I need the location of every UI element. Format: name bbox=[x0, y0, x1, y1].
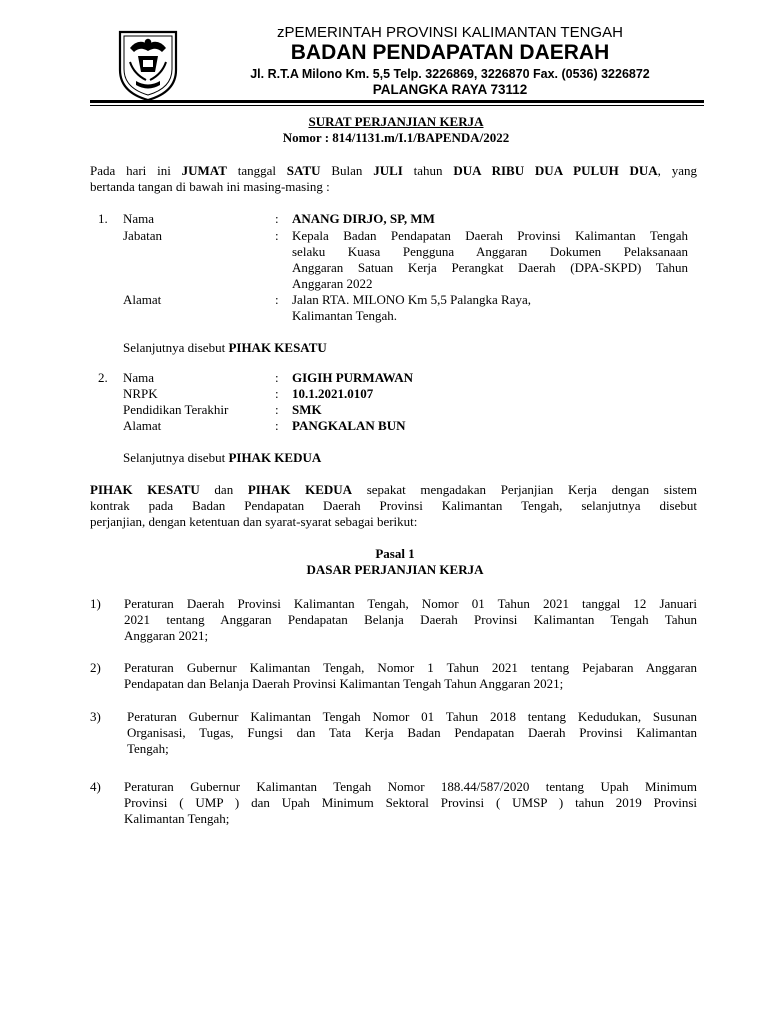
party2-name-label: Nama bbox=[123, 370, 155, 385]
list-item-line: Kalimantan Tengah; bbox=[124, 811, 230, 826]
party2-nrpk-label: NRPK bbox=[123, 386, 158, 401]
party1-address-label: Alamat bbox=[123, 292, 162, 307]
party1-address-line: Jalan RTA. MILONO Km 5,5 Palangka Raya, bbox=[292, 292, 531, 307]
party1-address-colon: : bbox=[275, 292, 279, 307]
party2-address-colon: : bbox=[275, 418, 279, 433]
letterhead-rule-thin bbox=[90, 105, 704, 106]
party1-name-colon: : bbox=[275, 211, 279, 226]
party2-name-colon: : bbox=[275, 370, 279, 385]
article-title: Pasal 1 bbox=[375, 546, 415, 561]
party2-address: PANGKALAN BUN bbox=[292, 418, 406, 433]
party1-designation: Selanjutnya disebut PIHAK KESATU bbox=[123, 340, 327, 355]
list-item-number: 2) bbox=[90, 660, 101, 675]
party1-name-label: Nama bbox=[123, 211, 155, 226]
opening-line-1: Pada hari ini JUMAT tanggal SATU Bulan JULI tahun DUA RIBU DUA PULUH DUA, yang bbox=[90, 163, 697, 178]
party2-education: SMK bbox=[292, 402, 322, 417]
list-item-line: 2021 tentang Anggaran Pendapatan Belanja Daerah Provinsi Kalimantan Tengah Tahun bbox=[124, 612, 697, 627]
agency-city: PALANGKA RAYA 73112 bbox=[372, 82, 528, 97]
party2-number: 2. bbox=[98, 370, 108, 385]
list-item-line: Peraturan Gubernur Kalimantan Tengah Nomor 188.44/587/2020 tentang Upah Minimum bbox=[124, 779, 697, 794]
party2-nrpk: 10.1.2021.0107 bbox=[292, 386, 374, 401]
document-title: SURAT PERJANJIAN KERJA bbox=[308, 114, 484, 129]
agency-name: BADAN PENDAPATAN DAERAH bbox=[290, 41, 610, 64]
party1-number: 1. bbox=[98, 211, 108, 226]
list-item-line: Peraturan Daerah Provinsi Kalimantan Tengah, Nomor 01 Tahun 2021 tanggal 12 Januari bbox=[124, 596, 697, 611]
opening-line-2: bertanda tangan di bawah ini masing-masing : bbox=[90, 179, 330, 194]
party1-name: ANANG DIRJO, SP, MM bbox=[292, 211, 435, 226]
party1-address-line: Kalimantan Tengah. bbox=[292, 308, 397, 323]
party1-position-line: Anggaran Satuan Kerja Perangkat Daerah (DPA-SKPD) Tahun bbox=[292, 260, 688, 275]
party1-position-label: Jabatan bbox=[123, 228, 162, 243]
party1-position-line: Anggaran 2022 bbox=[292, 276, 373, 291]
list-item-line: Peraturan Gubernur Kalimantan Tengah, Nomor 1 Tahun 2021 tentang Pejabaran Anggaran bbox=[124, 660, 697, 675]
list-item-line: Peraturan Gubernur Kalimantan Tengah Nomor 01 Tahun 2018 tentang Kedudukan, Susunan bbox=[127, 709, 697, 724]
list-item-line: Provinsi ( UMP ) dan Upah Minimum Sektoral Provinsi ( UMSP ) tahun 2019 Provinsi bbox=[124, 795, 697, 810]
list-item-number: 3) bbox=[90, 709, 101, 724]
party2-name: GIGIH PURMAWAN bbox=[292, 370, 413, 385]
document-number: Nomor : 814/1131.m/I.1/BAPENDA/2022 bbox=[282, 130, 510, 145]
party2-education-colon: : bbox=[275, 402, 279, 417]
list-item-line: Anggaran 2021; bbox=[124, 628, 209, 643]
party2-education-label: Pendidikan Terakhir bbox=[123, 402, 229, 417]
list-item-number: 4) bbox=[90, 779, 101, 794]
party2-address-label: Alamat bbox=[123, 418, 162, 433]
list-item-line: Pendapatan dan Belanja Daerah Provinsi Kalimantan Tengah Tahun Anggaran 2021; bbox=[124, 676, 564, 691]
article-subtitle: DASAR PERJANJIAN KERJA bbox=[306, 562, 484, 577]
party2-designation: Selanjutnya disebut PIHAK KEDUA bbox=[123, 450, 322, 465]
party1-position-line: selaku Kuasa Pengguna Anggaran Dokumen Pelaksanaan bbox=[292, 244, 688, 259]
agreement-line-2: kontrak pada Badan Pendapatan Daerah Provinsi Kalimantan Tengah, selanjutnya disebut bbox=[90, 498, 697, 513]
agency-address: Jl. R.T.A Milono Km. 5,5 Telp. 3226869, 3226870 Fax. (0536) 3226872 bbox=[250, 67, 650, 81]
letterhead-rule-thick bbox=[90, 100, 704, 103]
list-item-number: 1) bbox=[90, 596, 101, 611]
list-item-line: Organisasi, Tugas, Fungsi dan Tata Kerja Badan Pendapatan Daerah Provinsi Kalimantan bbox=[127, 725, 697, 740]
party2-nrpk-colon: : bbox=[275, 386, 279, 401]
government-name: zPEMERINTAH PROVINSI KALIMANTAN TENGAH bbox=[277, 24, 623, 41]
agreement-line-3: perjanjian, dengan ketentuan dan syarat-syarat sebagai berikut: bbox=[90, 514, 418, 529]
list-item-line: Tengah; bbox=[127, 741, 169, 756]
agreement-line-1: PIHAK KESATU dan PIHAK KEDUA sepakat mengadakan Perjanjian Kerja dengan sistem bbox=[90, 482, 697, 497]
party1-position-colon: : bbox=[275, 228, 279, 243]
party1-position-line: Kepala Badan Pendapatan Daerah Provinsi Kalimantan Tengah bbox=[292, 228, 688, 243]
coat-of-arms-icon bbox=[116, 26, 180, 102]
